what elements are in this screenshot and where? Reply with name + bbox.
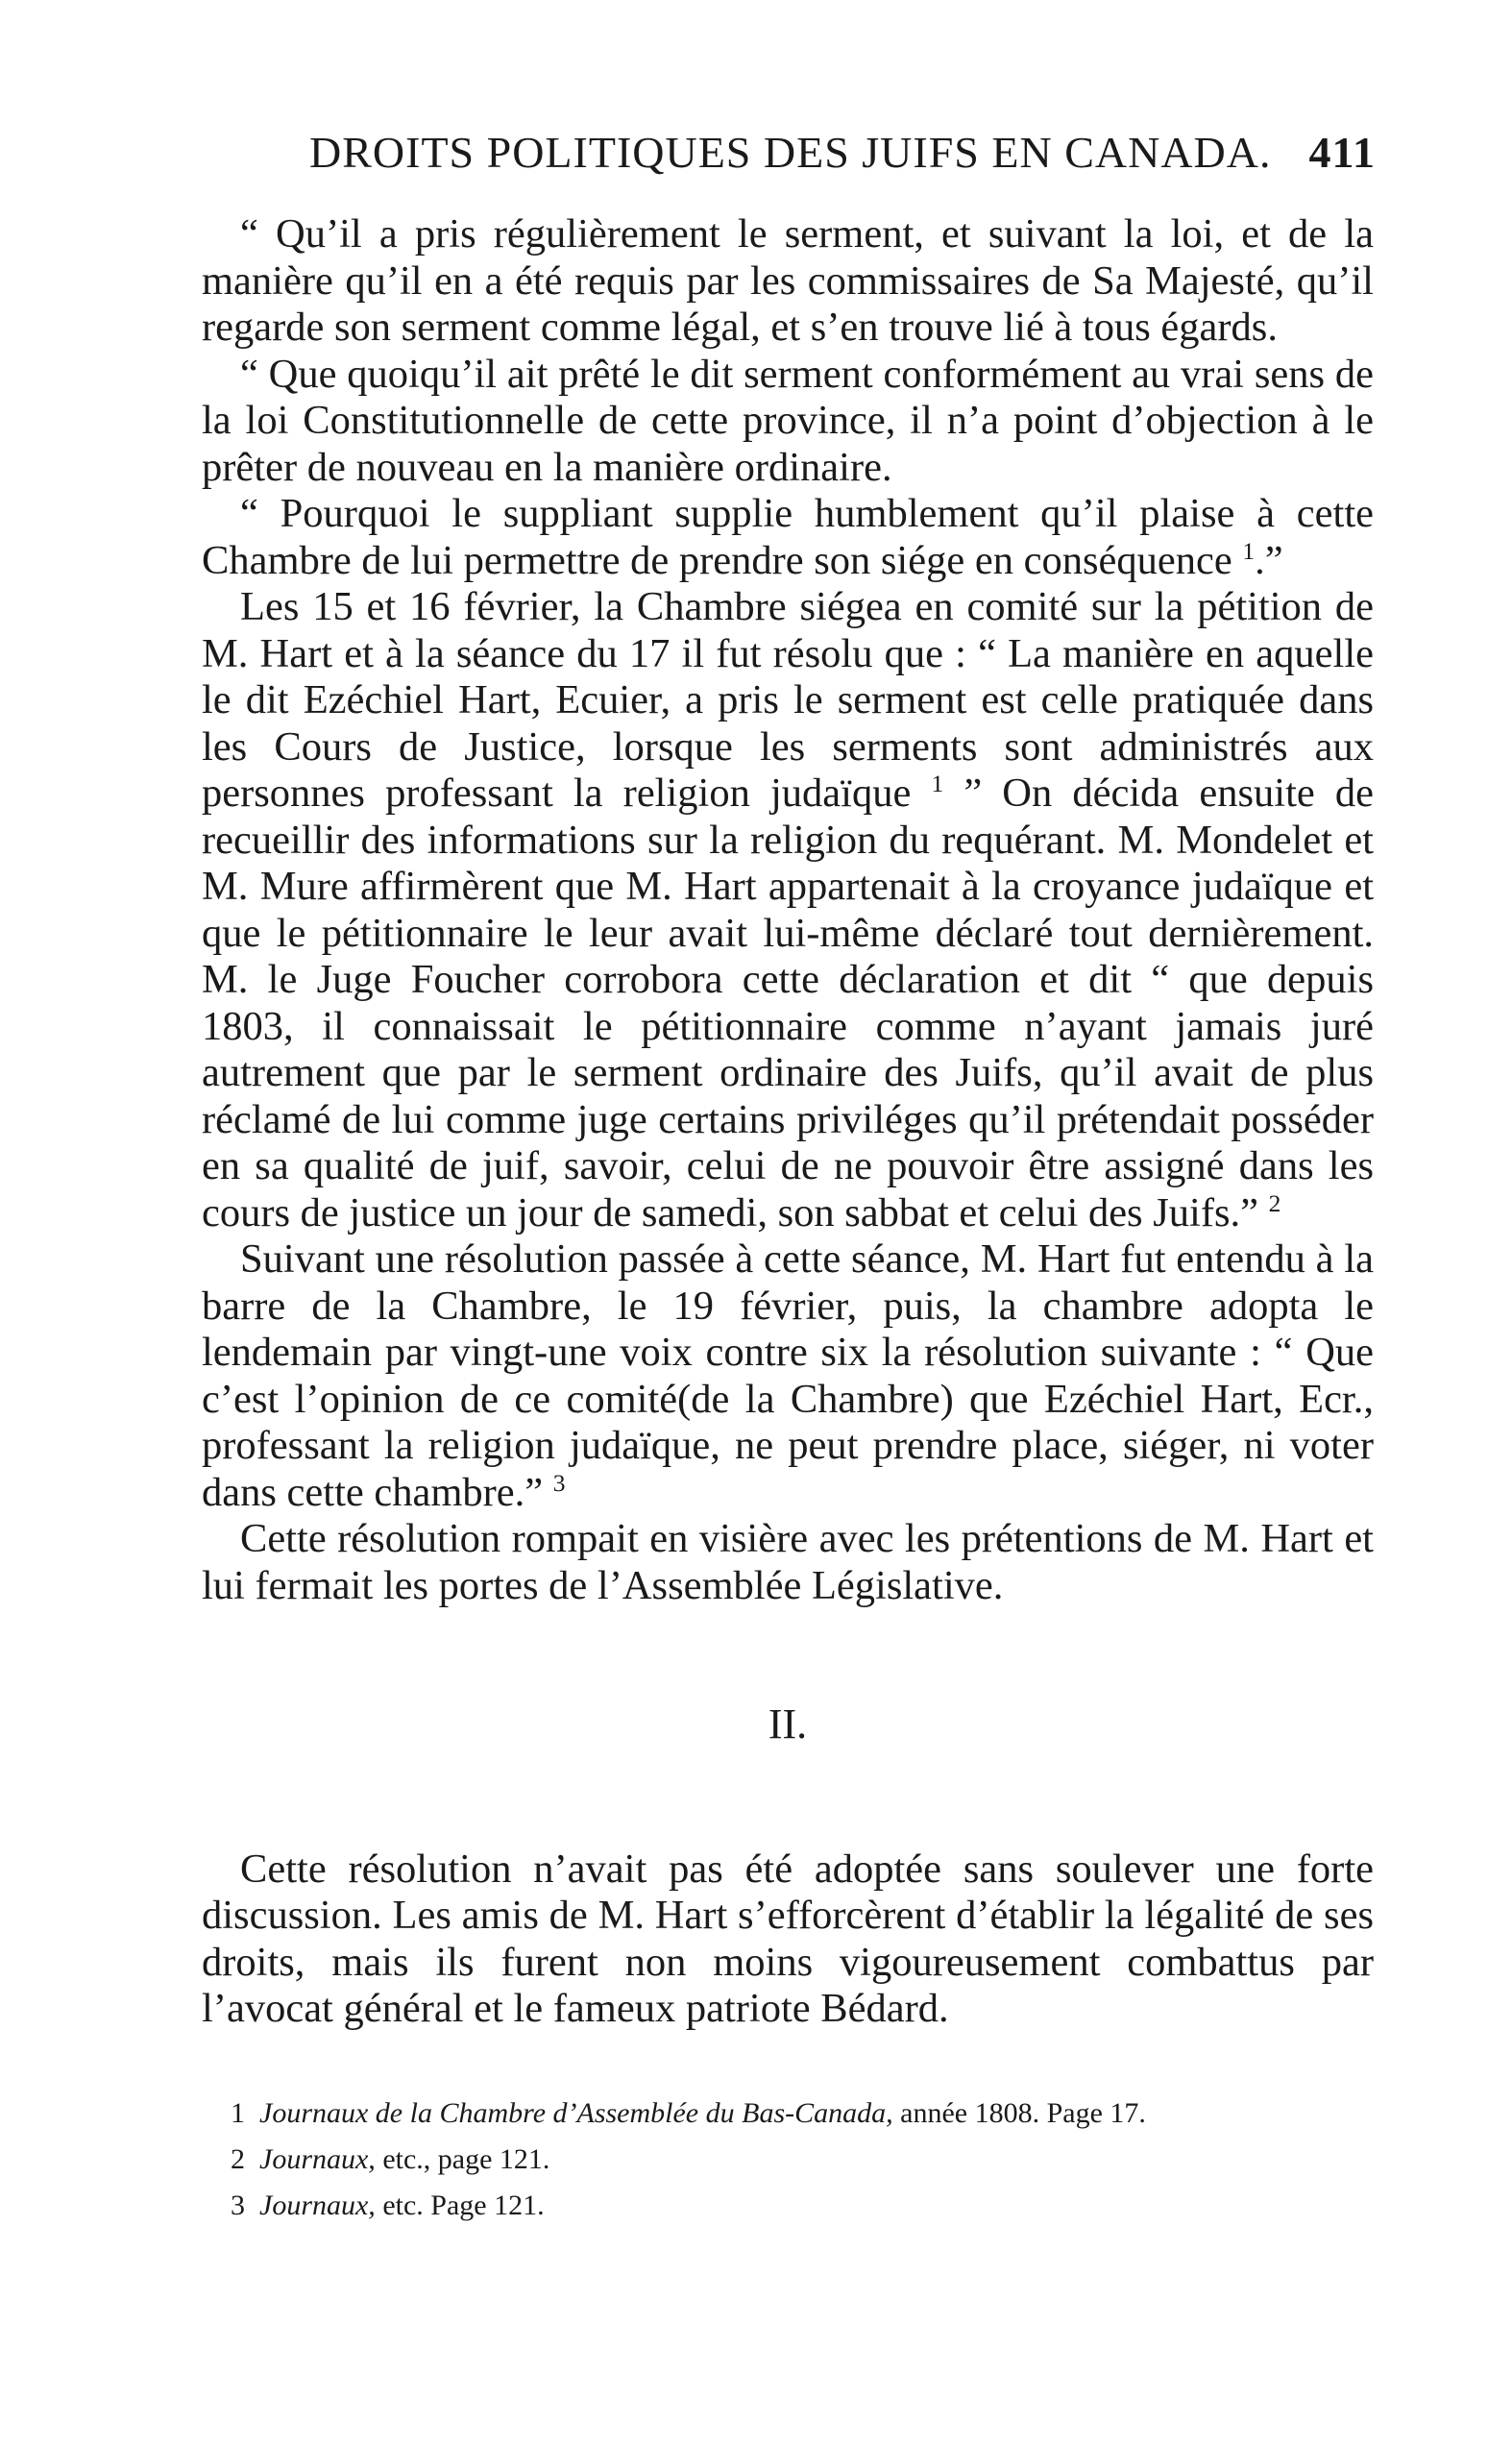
- paragraph: Cette résolution rompait en visière avec les prétentions de M. Hart et lui fermait les portes de l’Assemblée Législative.: [202, 1516, 1374, 1608]
- paragraph: Les 15 et 16 février, la Chambre siégea en comité sur la pétition de M. Hart et à la séance du 17 il fut résolu que : “ La manière en aquelle le dit Ezéchiel Hart, Ecuier, a pris le serment est celle pratiquée dans les Cours de Justice, lorsque les serments sont administrés aux personnes professant la religion judaïque $^1$ ” On décida ensuite de recueillir des informations sur la religion du requérant. M. Mondelet et M. Mure affirmèrent que M. Hart appartenait à la croyance judaïque et que le pétitionnaire le leur avait lui-même déclaré tout dernièrement. M. le Juge Foucher corrobora cette déclaration et dit “ que depuis 1803, il connaissait le pétitionnaire comme n’ayant jamais juré autrement que par le serment ordinaire des Juifs, qu’il avait de plus réclamé de lui comme juge certains priviléges qu’il prétendait posséder en sa qualité de juif, savoir, celui de ne pouvoir être assigné dans les cours de justice un jour de samedi, son sabbat et celui des Juifs.” $^2$: [202, 584, 1375, 1235]
- running-title: DROITS POLITIQUES DES JUIFS EN CANADA.: [309, 128, 1272, 177]
- body-text: [202, 211, 1374, 2033]
- section-heading: II.: [768, 1700, 808, 1748]
- footnote-ref: 2: [1268, 1188, 1281, 1217]
- paragraph: Cette résolution n’avait pas été adoptée sans soulever une forte discussion. Les amis de M. Hart s’efforcèrent d’établir la légalité de ses droits, mais ils furent non moins vigoureusement combattus par l’avocat général et le fameux patriote Bédard.: [202, 1846, 1374, 2031]
- footnote: 1 Journaux de la Chambre d’Assemblée du Bas-Canada, année 1808. Page 17.: [231, 2097, 1146, 2129]
- footnote: 2 Journaux, etc., page 121.: [231, 2143, 550, 2175]
- paragraph: Suivant une résolution passée à cette séance, M. Hart fut entendu à la barre de la Chambre, le 19 février, puis, la chambre adopta le lendemain par vingt-une voix contre six la résolution suivante : “ Que c’est l’opinion de ce comité(de la Chambre) que Ezéchiel Hart, Ecr., professant la religion judaïque, ne peut prendre place, siéger, ni voter dans cette chambre.” $^3$: [202, 1236, 1374, 1515]
- footnote-ref: 3: [552, 1468, 566, 1497]
- footnotes: [231, 2091, 1374, 2229]
- running-header: [204, 127, 1376, 184]
- paragraph: “ Qu’il a pris régulièrement le serment, et suivant la loi, et de la manière qu’il en a été requis par les commissaires de Sa Majesté, qu’il regarde son serment comme légal, et s’en trouve lié à tous égards.: [202, 211, 1374, 350]
- footnote: 3 Journaux, etc. Page 121.: [231, 2189, 545, 2221]
- page-number: 411: [1308, 128, 1376, 177]
- paragraph: “ Pourquoi le suppliant supplie humblement qu’il plaise à cette Chambre de lui permettre de prendre son siége en conséquence $^1$.”: [202, 491, 1374, 583]
- paragraph: “ Que quoiqu’il ait prêté le dit serment conformément au vrai sens de la loi Constitutionnelle de cette province, il n’a point d’objection à le prêter de nouveau en la manière ordinaire.: [202, 351, 1374, 490]
- footnote-ref: 1: [931, 769, 944, 797]
- footnote-ref: 1: [1242, 536, 1256, 565]
